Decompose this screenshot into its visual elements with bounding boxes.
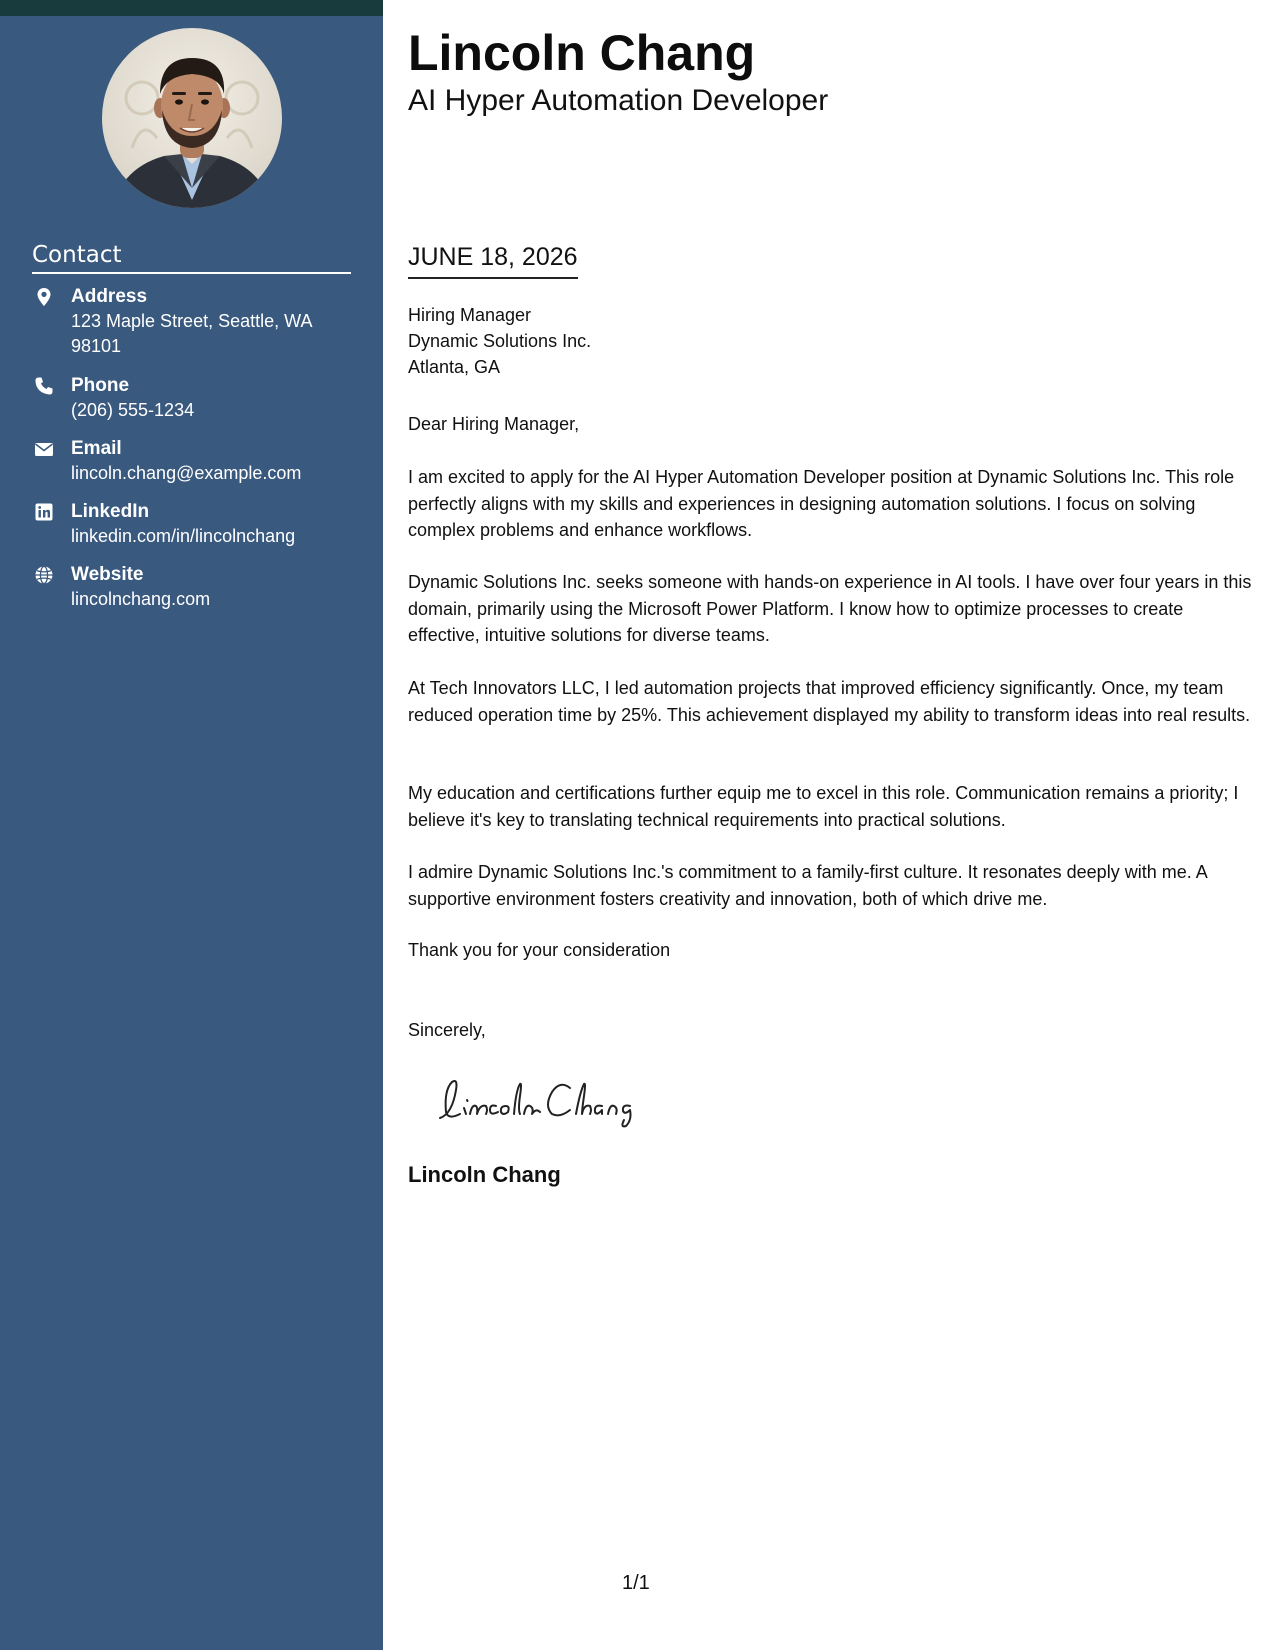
recipient-line: Dynamic Solutions Inc. bbox=[408, 331, 592, 351]
applicant-name: Lincoln Chang bbox=[408, 25, 756, 81]
contact-value[interactable]: linkedin.com/in/lincolnchang bbox=[71, 526, 296, 546]
signature-name: Lincoln Chang bbox=[408, 1162, 561, 1187]
recipient-block bbox=[408, 302, 591, 380]
profile-photo bbox=[102, 28, 282, 208]
contact-value: lincoln.chang@example.com bbox=[71, 463, 302, 483]
salutation: Dear Hiring Manager, bbox=[408, 414, 580, 434]
letter-paragraph: I admire Dynamic Solutions Inc.'s commitment to a family-first culture. It resonates deeply with me. A supportive environment fosters creativity and innovation, both of which drive me. bbox=[408, 862, 1207, 909]
page-number: 1/1 bbox=[622, 1572, 650, 1594]
contact-label: Website bbox=[71, 564, 144, 585]
map-pin-icon bbox=[34, 287, 54, 307]
phone-icon bbox=[34, 376, 54, 396]
sidebar-top-bar bbox=[0, 0, 383, 16]
job-title: AI Hyper Automation Developer bbox=[408, 84, 829, 117]
contact-label: LinkedIn bbox=[71, 501, 150, 522]
recipient-line: Atlanta, GA bbox=[408, 357, 501, 377]
letter-paragraph: At Tech Innovators LLC, I led automation projects that improved efficiency significantly. Once, my team reduced operation time by 25%. This achievement displayed my ability to transform ideas into real results. bbox=[408, 678, 1251, 725]
globe-icon bbox=[34, 565, 54, 585]
contact-heading: Contact bbox=[32, 240, 351, 274]
linkedin-icon bbox=[34, 502, 54, 522]
handwritten-signature bbox=[430, 1070, 660, 1130]
envelope-icon bbox=[34, 439, 54, 459]
sidebar bbox=[0, 0, 383, 1650]
letter-paragraph: Dynamic Solutions Inc. seeks someone with hands-on experience in AI tools. I have over four years in this domain, primarily using the Microsoft Power Platform. I know how to optimize processes to create effective, intuitive solutions for diverse teams. bbox=[408, 572, 1252, 645]
signoff: Sincerely, bbox=[408, 1020, 486, 1040]
letter-paragraph: I am excited to apply for the AI Hyper Automation Developer position at Dynamic Solutions Inc. This role perfectly aligns with my skills and experiences in designing automation solutions. I focus on solving complex problems and enhance workflows. bbox=[408, 467, 1235, 540]
contact-value: 123 Maple Street, Seattle, WA 98101 bbox=[71, 311, 312, 356]
contact-label: Phone bbox=[71, 375, 130, 396]
closing-line: Thank you for your consideration bbox=[408, 940, 671, 960]
letter-date: JUNE 18, 2026 bbox=[408, 241, 578, 279]
contact-value: (206) 555-1234 bbox=[71, 400, 195, 420]
contact-value[interactable]: lincolnchang.com bbox=[71, 589, 211, 609]
recipient-line: Hiring Manager bbox=[408, 305, 532, 325]
letter-paragraph: My education and certifications further equip me to excel in this role. Communication remains a priority; I believe it's key to translating technical requirements into practical solutions. bbox=[408, 783, 1239, 830]
contact-label: Address bbox=[71, 286, 148, 307]
contact-label: Email bbox=[71, 438, 122, 459]
